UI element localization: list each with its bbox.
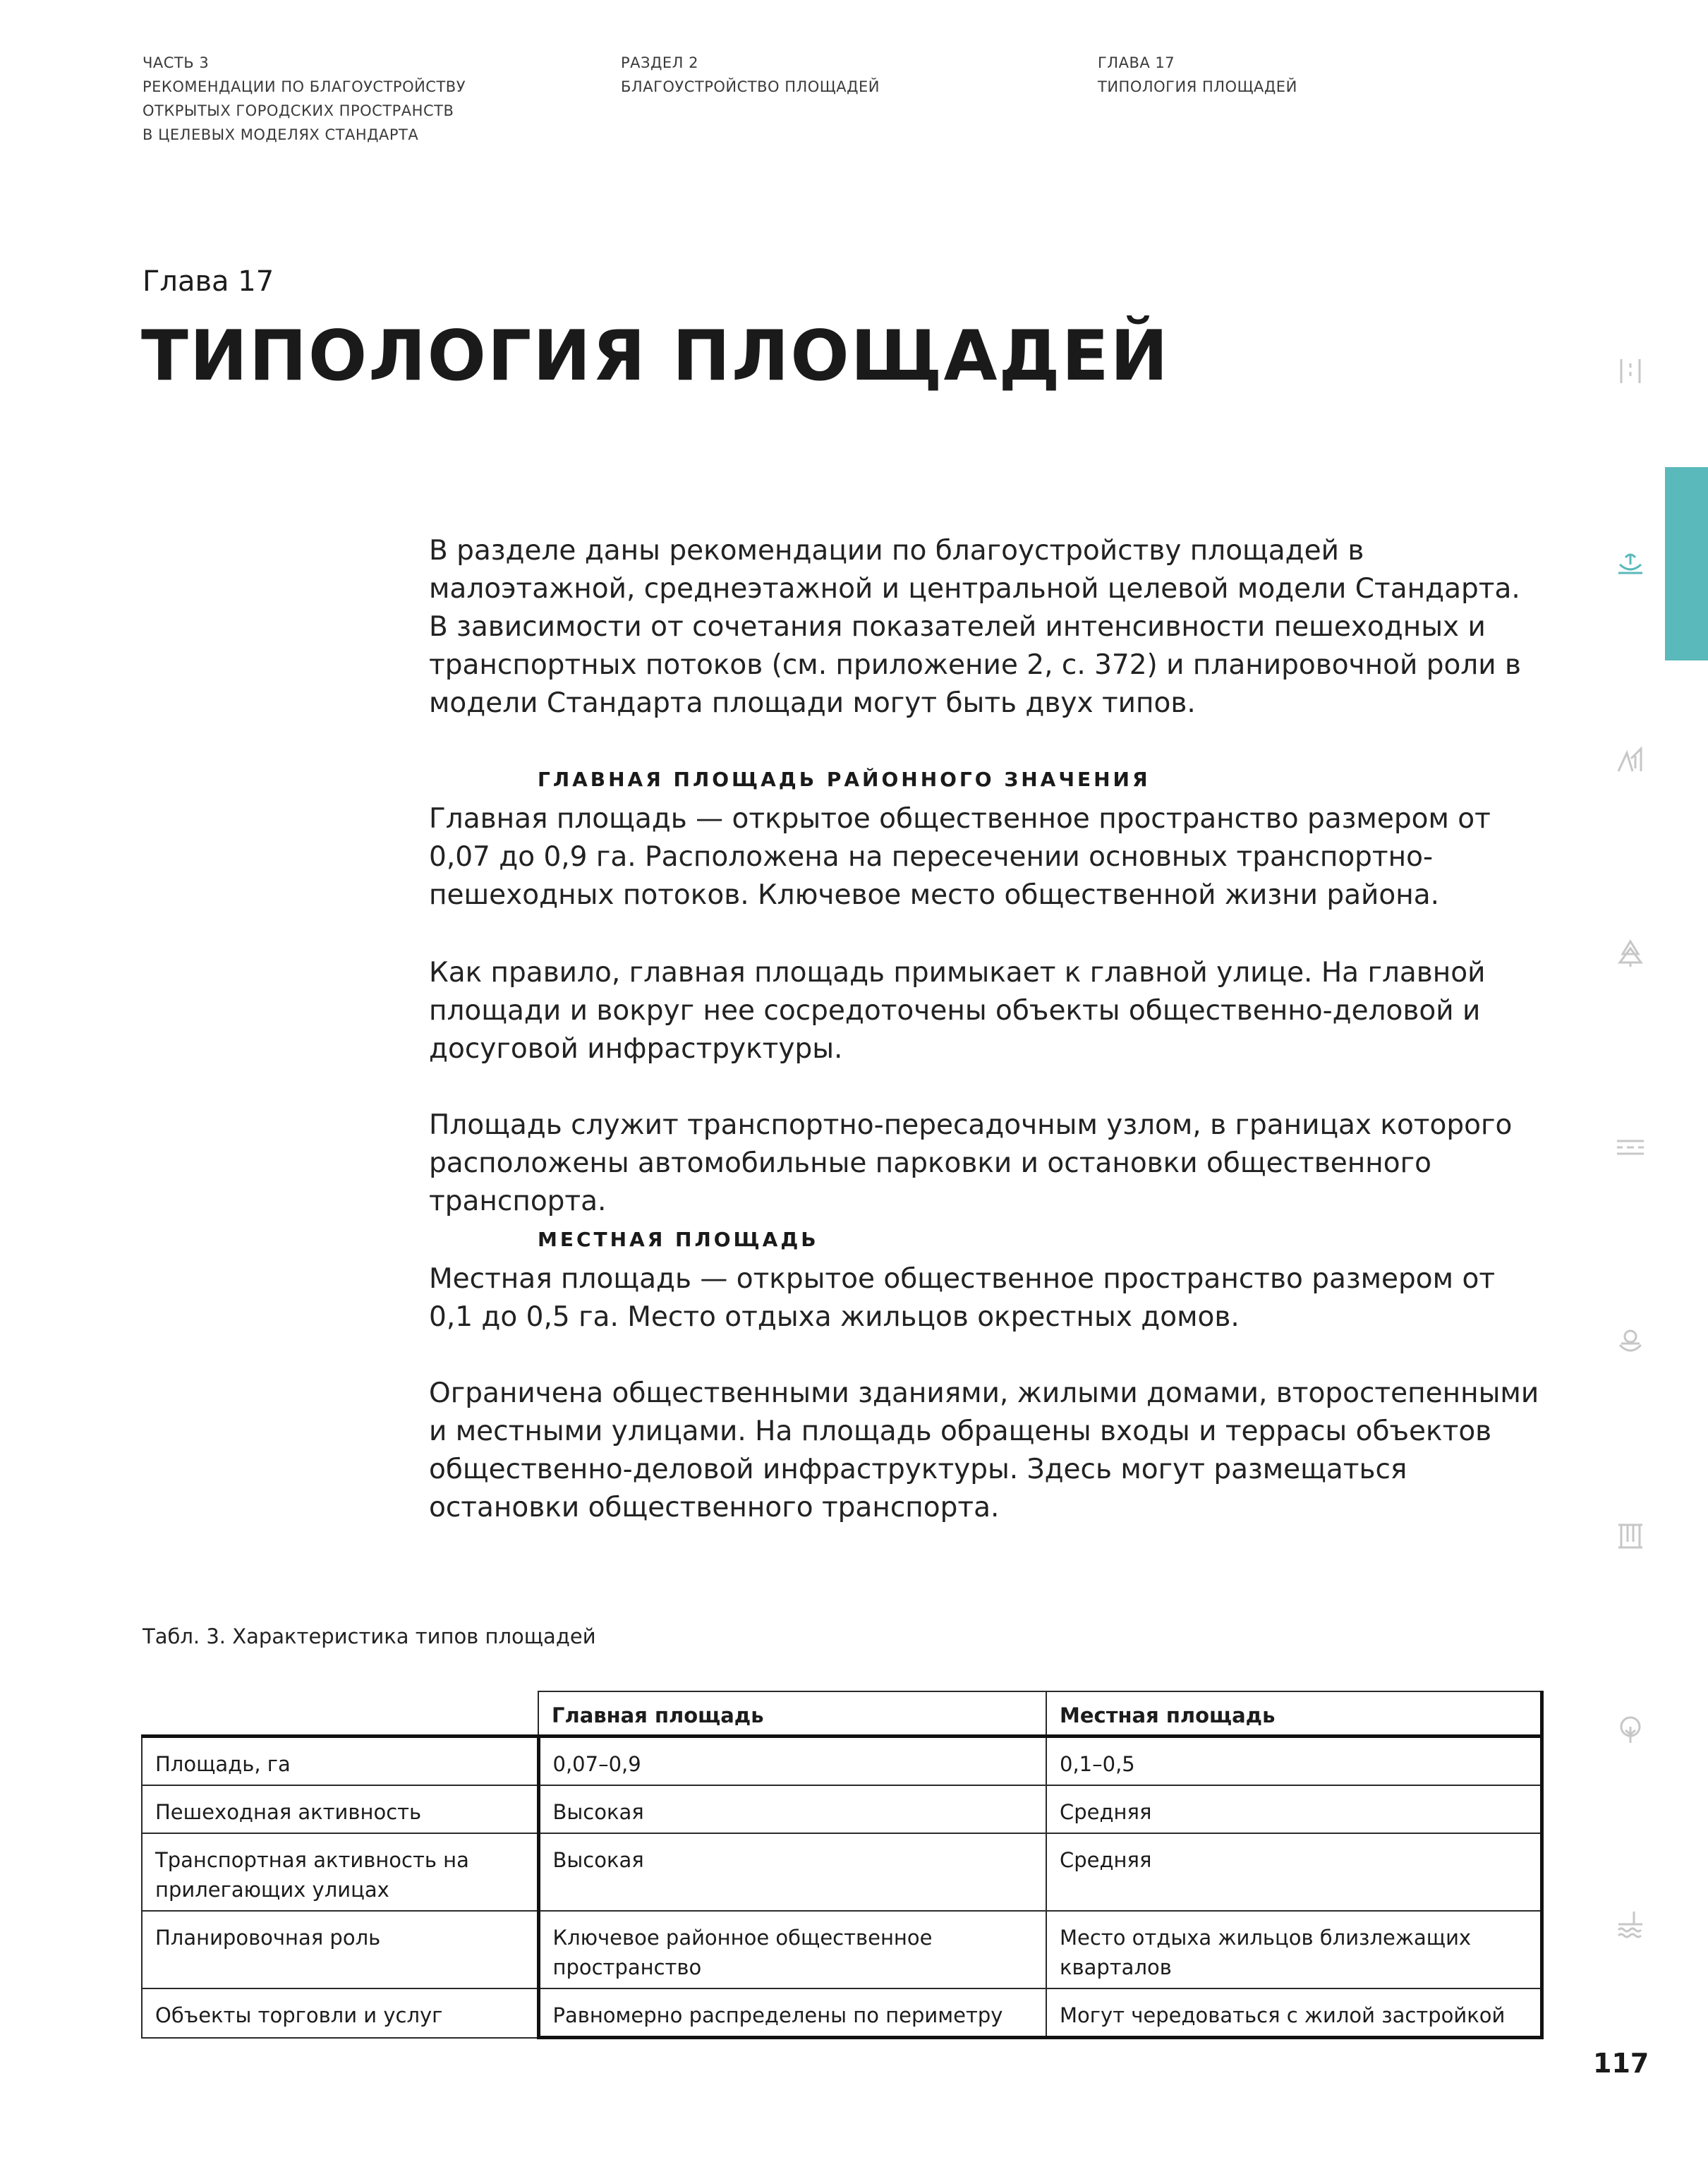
cell-local: Средняя <box>1046 1785 1542 1833</box>
header-section-line: БЛАГОУСТРОЙСТВО ПЛОЩАДЕЙ <box>621 78 880 95</box>
row-label: Транспортная активность на прилегающих улицах <box>142 1833 538 1911</box>
main-square-text-3: Площадь служит транспортно-пересадочным узлом, в границах которого расположены автомобильные парковки и остановки общественного транспорта. <box>429 1109 1513 1217</box>
main-square-heading: ГЛАВНАЯ ПЛОЩАДЬ РАЙОННОГО ЗНАЧЕНИЯ <box>538 768 1151 791</box>
header-part-line: РЕКОМЕНДАЦИИ ПО БЛАГОУСТРОЙСТВУ <box>143 78 466 95</box>
cell-main: Ключевое районное общественное пространство <box>538 1911 1046 1988</box>
main-square-text-1: Главная площадь — открытое общественное пространство размером от 0,07 до 0,9 га. Расположена на пересечении основных транспортно-пешеходных потоков. Ключевое место общественной жизни района. <box>429 803 1491 911</box>
header-chapter-line: ГЛАВА 17 <box>1098 54 1175 71</box>
header-part-line: ЧАСТЬ 3 <box>143 54 210 71</box>
main-square-paragraph-1 <box>429 800 1544 915</box>
waterfront-icon <box>1616 1909 1645 1938</box>
row-label: Планировочная роль <box>142 1911 538 1988</box>
row-label: Площадь, га <box>142 1737 538 1786</box>
chapter-label: Глава 17 <box>143 265 274 298</box>
page-number: 117 <box>1593 2048 1649 2079</box>
column-header-main: Главная площадь <box>538 1691 1046 1737</box>
header-section-line: РАЗДЕЛ 2 <box>621 54 698 71</box>
column-header-local: Местная площадь <box>1046 1691 1542 1737</box>
table-row <box>142 1988 1542 2038</box>
row-label: Объекты торговли и услуг <box>142 1988 538 2038</box>
local-square-paragraph-1 <box>429 1260 1544 1336</box>
cell-local: Могут чередоваться с жилой застройкой <box>1046 1988 1542 2038</box>
table-caption: Табл. 3. Характеристика типов площадей <box>143 1624 596 1648</box>
row-label: Пешеходная активность <box>142 1785 538 1833</box>
table-row <box>142 1785 1542 1833</box>
header-part <box>143 51 466 147</box>
cell-local: Место отдыха жильцов близлежащих кварталов <box>1046 1911 1542 1988</box>
table-row <box>142 1911 1542 1988</box>
section-accent-tab <box>1665 467 1708 660</box>
table-header-row <box>142 1691 1542 1737</box>
header-part-line: ОТКРЫТЫХ ГОРОДСКИХ ПРОСТРАНСТВ <box>143 102 454 119</box>
tree-icon <box>1616 938 1645 968</box>
header-part-line: В ЦЕЛЕВЫХ МОДЕЛЯХ СТАНДАРТА <box>143 126 419 143</box>
local-square-heading: МЕСТНАЯ ПЛОЩАДЬ <box>538 1228 819 1251</box>
cell-main: Высокая <box>538 1833 1046 1911</box>
local-square-text-2: Ограничена общественными зданиями, жилыми домами, второстепенными и местными улицами. На площадь обращены входы и террасы объектов общественно-деловой инфраструктуры. Здесь могут размещаться остановки общественного транспорта. <box>429 1377 1539 1523</box>
gate-icon <box>1616 1521 1645 1550</box>
main-square-paragraph-2 <box>429 954 1544 1068</box>
street-icon <box>1616 744 1645 774</box>
table-row <box>142 1833 1542 1911</box>
header-chapter-line: ТИПОЛОГИЯ ПЛОЩАДЕЙ <box>1098 78 1297 95</box>
local-square-paragraph-2 <box>429 1375 1544 1527</box>
intro-text: В разделе даны рекомендации по благоустройству площадей в малоэтажной, среднеэтажной и центральной целевой модели Стандарта. В зависимости от сочетания показателей интенсивности пешеходных и транспортных потоков (см. приложение 2, с. 372) и планировочной роли в модели Стандарта площади могут быть двух типов. <box>429 535 1521 719</box>
intro-paragraph <box>429 532 1544 723</box>
header-chapter <box>1098 51 1297 99</box>
cell-local: 0,1–0,5 <box>1046 1737 1542 1786</box>
local-square-text-1: Местная площадь — открытое общественное пространство размером от 0,1 до 0,5 га. Место отдыха жильцов окрестных домов. <box>429 1263 1496 1333</box>
cell-main: 0,07–0,9 <box>538 1737 1046 1786</box>
playground-icon <box>1616 1327 1645 1356</box>
main-square-paragraph-3 <box>429 1106 1544 1221</box>
cell-main: Равномерно распределены по периметру <box>538 1988 1046 2038</box>
cell-local: Средняя <box>1046 1833 1542 1911</box>
park-icon <box>1616 1715 1645 1744</box>
characteristics-table <box>141 1691 1544 2039</box>
fountain-icon <box>1616 550 1645 580</box>
table-row <box>142 1737 1542 1786</box>
cell-main: Высокая <box>538 1785 1046 1833</box>
page-title: ТИПОЛОГИЯ ПЛОЩАДЕЙ <box>141 316 1170 397</box>
road-icon <box>1616 1133 1645 1162</box>
building-icon <box>1616 356 1645 386</box>
table-corner-cell <box>142 1691 538 1737</box>
header-section <box>621 51 880 99</box>
main-square-text-2: Как правило, главная площадь примыкает к главной улице. На главной площади и вокруг нее сосредоточены объекты общественно-деловой и досуговой инфраструктуры. <box>429 957 1486 1065</box>
